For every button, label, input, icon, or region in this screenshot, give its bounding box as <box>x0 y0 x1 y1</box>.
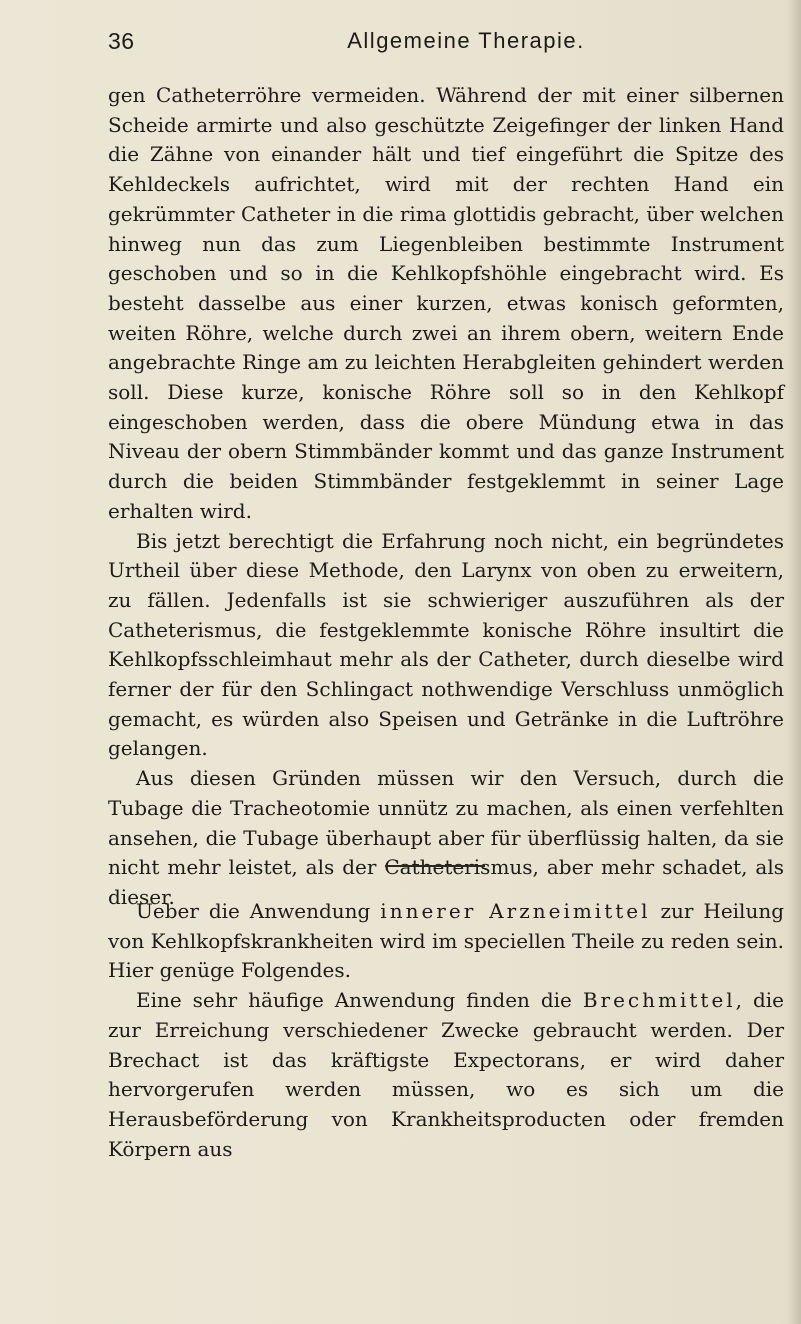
running-title: Allgemeine Therapie. <box>347 28 585 53</box>
paragraph-4-lead: Ueber die Anwendung <box>136 899 371 923</box>
paragraph-5-lead: Eine sehr häufige Anwendung finden die <box>136 988 572 1013</box>
emphasis-innerer-arzneimittel: innerer Arzneimittel <box>380 899 651 923</box>
paragraph-1: gen Catheterröhre vermeiden. Während der mit einer silbernen Scheide armirte und also geschützte Zeigefinger der linken Hand die Zähne von einander hält und tief eingeführt die Spitze des Kehldeckels aufrichtet, wird mit der rechten Hand ein gekrümmter Catheter in die rima glottidis gebracht, über welchen hinweg nun das zum Liegenbleiben bestimmte Instrument geschoben und so in die Kehlkopfshöhle eingebracht wird. Es besteht dasselbe aus einer kurzen, etwas konisch geformten, weiten Röhre, welche durch zwei an ihrem obern, weitern Ende angebrachte Ringe am zu leichten Herabgleiten gehindert werden soll. Diese kurze, konische Röhre soll so in den Kehlkopf eingeschoben werden, dass die obere Mündung etwa in das Niveau der obern Stimmbänder kommt und das ganze Instrument durch die beiden Stimmbänder festgeklemmt in seiner Lage erhalten wird. <box>108 83 784 523</box>
page-edge-shadow <box>787 0 801 1324</box>
paragraph-5 <box>108 986 784 1164</box>
paragraph-5-rest: , die zur Erreichung verschiedener Zwecke gebraucht werden. Der Brechact ist das kräftigste Expectorans, er wird daher hervorgerufen werden müssen, wo es sich um die Herausbeförderung von Krankheitsproducten oder fremden Körpern aus <box>108 988 784 1161</box>
paragraph-4-rest: zur Heilung von Kehlkopfskrankheiten wird im speciellen Theile zu reden sein. Hier genüge Folgendes. <box>108 899 785 983</box>
paragraph-2: Bis jetzt berechtigt die Erfahrung noch nicht, ein begründetes Urtheil über diese Methode, den Larynx von oben zu erweitern, zu fällen. Jedenfalls ist sie schwieriger auszuführen als der Catheterismus, die festgeklemmte konische Röhre insultirt die Kehlkopfsschleimhaut mehr als der Catheter, durch dieselbe wird ferner der für den Schlingact nothwendige Verschluss unmöglich gemacht, es würden also Speisen und Getränke in die Luftröhre gelangen. <box>108 528 784 761</box>
page-header <box>108 28 784 68</box>
body-text-section-2 <box>108 897 784 1164</box>
page-number: 36 <box>108 28 135 54</box>
paragraph-4 <box>108 897 784 986</box>
section-divider <box>385 865 485 867</box>
paragraph-3: Aus diesen Gründen müssen wir den Versuch, durch die Tubage die Tracheotomie unnütz zu machen, als einen verfehlten ansehen, die Tubage überhaupt aber für überflüssig halten, da sie nicht mehr leistet, als der Catheterismus, aber mehr schadet, als dieser. <box>108 766 784 909</box>
emphasis-brechmittel: Brechmittel <box>582 988 736 1013</box>
body-text-section-1 <box>108 81 784 913</box>
